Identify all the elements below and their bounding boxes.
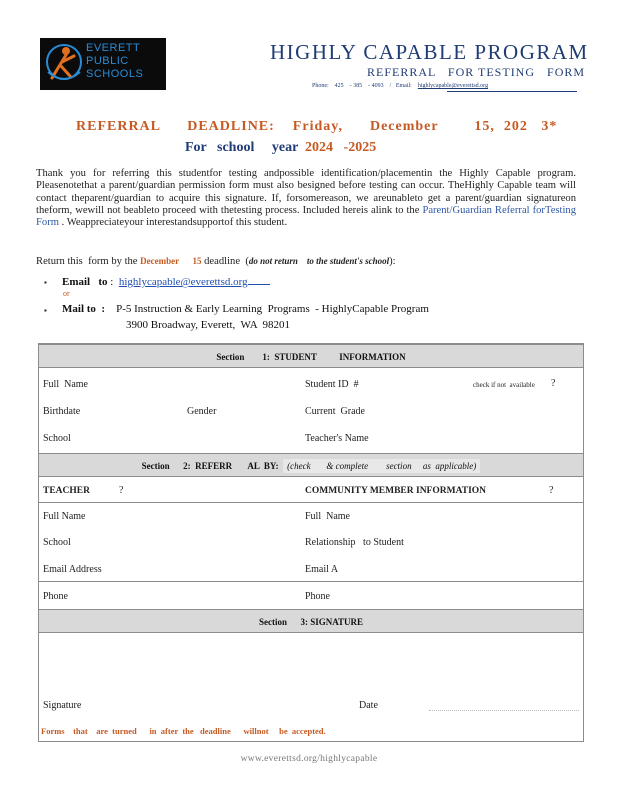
student-full-name-label: Full Name — [43, 379, 88, 390]
community-member-heading: COMMUNITY MEMBER INFORMATION — [305, 486, 487, 496]
gender-label: Gender — [187, 406, 217, 417]
teacher-phone-label: Phone — [43, 591, 68, 602]
teacher-email-label: Email Address — [43, 564, 102, 575]
district-logo — [40, 38, 166, 90]
birthdate-label: Birthdate — [43, 406, 81, 417]
referral-form — [38, 343, 584, 742]
date-label: Date — [359, 700, 378, 711]
teachers-name-label: Teacher's Name — [305, 433, 369, 444]
referral-deadline: REFERRAL DEADLINE: Friday, December 15, 202 3* — [76, 119, 558, 134]
row-divider — [39, 581, 583, 582]
contact-email-link[interactable]: highlycapable@everettsd.org — [417, 83, 489, 89]
teacher-full-name-label: Full Name — [43, 511, 86, 522]
row-divider — [39, 502, 583, 503]
section2-header: Section 2: REFERR AL BY: (check & complete section as applicable) — [39, 453, 583, 477]
check-if-not-available-label: check if not available — [473, 381, 535, 389]
page-subtitle: REFERRAL FOR TESTING FORM — [367, 65, 586, 79]
logo-text: EVERETT PUBLIC SCHOOLS — [86, 42, 144, 80]
community-full-name-label: Full Name — [305, 511, 350, 522]
intro-paragraph: Thank you for referring this studentfor testing andpossible identification/placementin the Highly Capable program. Pleasenotethat a parent/guardian permission form must also besigned before testing can occur. TheHighly Capable team will contact theparent/guardian to acquire this signature. If, forsomereason, we areunableto get a parent/guardian signatureon theform, wewill not beableto proceed with thetesting process. Included hereis alink to the Parent/Guardian Referral forTesting Form . Weappreciateyour interestandsupportof this student. — [36, 168, 576, 229]
teacher-heading: TEACHER — [43, 486, 90, 496]
mail-address-line2: 3900 Broadway, Everett, WA 98201 — [126, 319, 291, 331]
school-year: For school year 2024 -2025 — [185, 140, 377, 155]
bullet-icon: ▪ — [44, 306, 47, 315]
relationship-label: Relationship to Student — [305, 537, 404, 548]
parent-referral-form-link[interactable]: Parent/Guardian Referral forTesting Form — [36, 204, 576, 229]
mail-to-row: Mail to : P-5 Instruction & Early Learning Programs - HighlyCapable Program — [62, 303, 429, 315]
section1-header: Section 1: STUDENT INFORMATION — [39, 344, 583, 368]
not-available-checkbox[interactable]: ? — [551, 378, 556, 389]
community-phone-label: Phone — [305, 591, 330, 602]
student-school-label: School — [43, 433, 71, 444]
contact-underline — [447, 91, 577, 92]
teacher-school-label: School — [43, 537, 71, 548]
page-title: HIGHLY CAPABLE PROGRAM — [270, 40, 589, 64]
bullet-icon: ▪ — [44, 278, 47, 287]
return-instructions: Return this form by the December 15 deadline (do not return to the student's school): — [36, 256, 396, 267]
community-email-label: Email A — [305, 564, 339, 575]
signature-label: Signature — [43, 700, 82, 711]
section3-header: Section 3: SIGNATURE — [39, 609, 583, 633]
graduate-figure-icon — [44, 42, 84, 86]
deadline-warning: Forms that are turned in after the deadline willnot be accepted. — [41, 726, 326, 736]
footer-url[interactable]: www.everettsd.org/highlycapable — [240, 754, 378, 764]
current-grade-label: Current Grade — [305, 406, 365, 417]
submission-email-link[interactable]: highlycapable@everettsd.org — [118, 276, 248, 288]
or-label: or — [63, 289, 70, 298]
contact-line: Phone: 425 - 385 - 4093 / Email: highlycapable@everettsd.org — [312, 83, 489, 89]
date-line — [429, 710, 579, 711]
email-to-row: Email to : highlycapable@everettsd.org — [62, 275, 270, 288]
teacher-checkbox[interactable]: ? — [119, 485, 124, 496]
student-id-label: Student ID # — [305, 379, 359, 390]
community-member-checkbox[interactable]: ? — [549, 485, 554, 496]
